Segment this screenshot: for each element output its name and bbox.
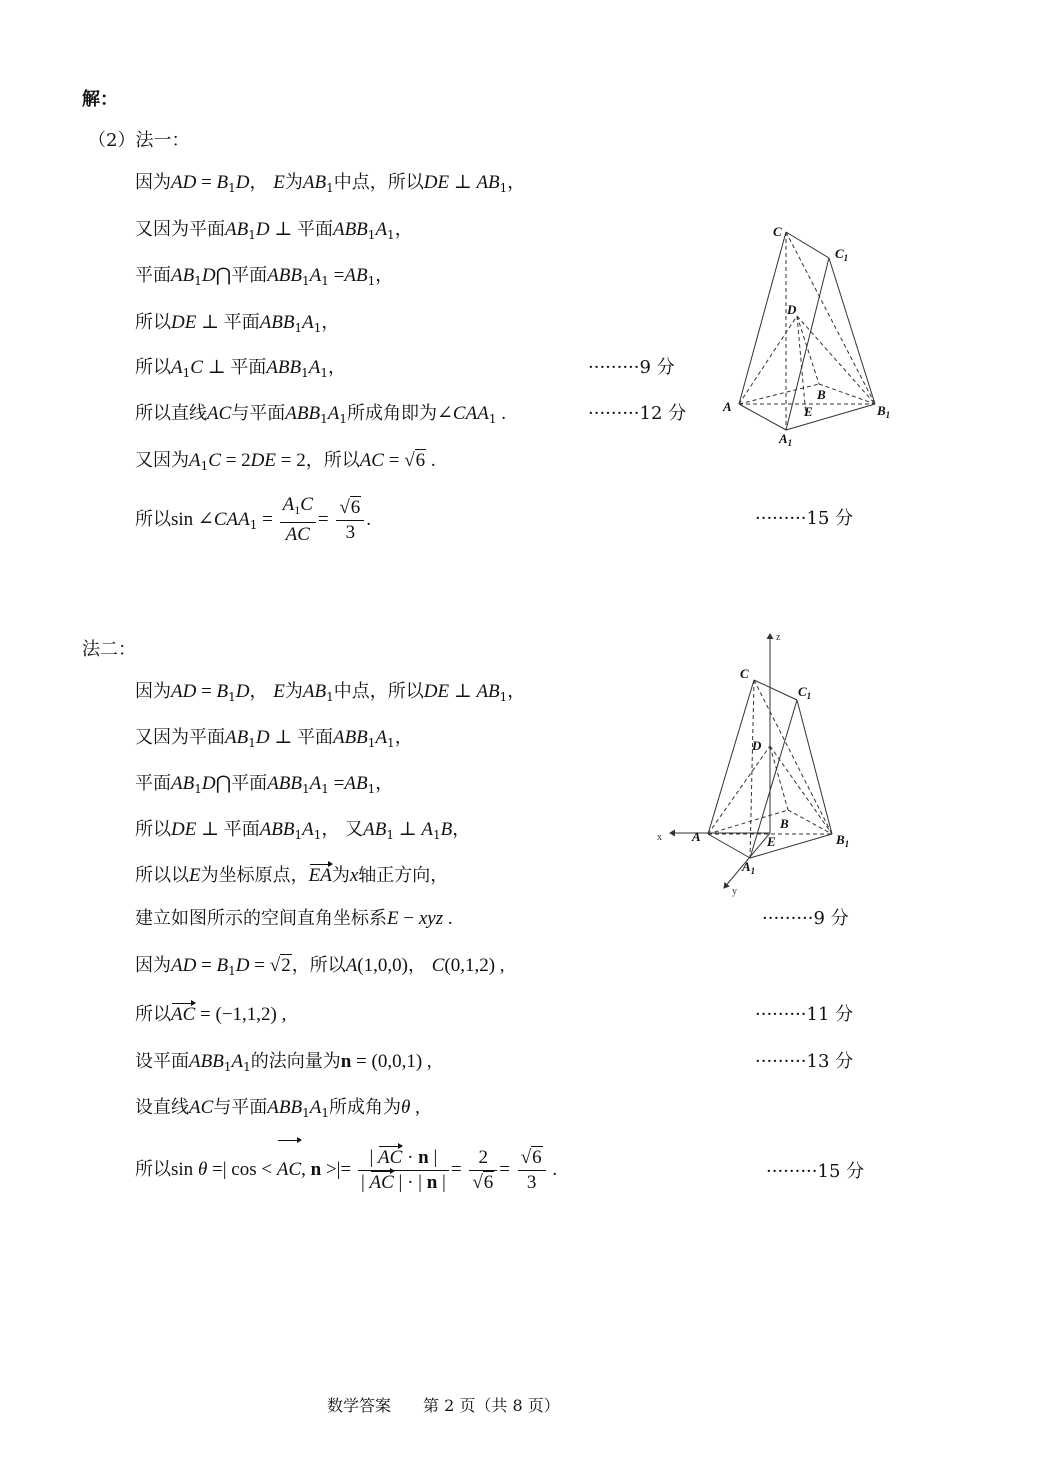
m2-line-2: 又因为平面$AB_1D$ ⊥ 平面$ABB_1A_1$， [135,727,413,750]
m2-line-7: 因为AD = $B_1D = √2$，所以A(1,0,0)， C(0,1,2) , [135,955,505,978]
fig2-label-A: A [692,829,701,844]
solution-heading: 解： [82,89,118,110]
label-B1: $B_1$ [877,403,891,420]
label-C1: $C_1$ [835,246,849,263]
m2-line-10: 设直线AC与平面$ABB_1A_1$所成角为θ , [135,1097,420,1120]
y-axis-label: y [732,886,737,897]
m1-line-3: 平面$AB_1D⋂$平面$ABB_1A_1 =AB_1$， [135,265,394,288]
m1-line-7: 又因为$A_1C = 2DE = 2$，所以AC = √6 . [135,450,436,473]
m2-line-11: 所以sin θ =| cos < AC, n >|= $\frac{| AC \cdot n |}{| AC | \cdot | n |}$ = $\frac{2}{√6}$ = $\frac{√6}{3}$ . [135,1140,557,1200]
label-D: D [787,302,797,317]
label-A1: $A_1$ [779,431,793,448]
method2-label: 法二： [82,639,136,660]
score-9: ·········9 分 [588,357,675,378]
label-C: C [773,224,782,239]
m2-line-3: 平面$AB_1D⋂$平面$ABB_1A_1 =AB_1$， [135,773,394,796]
fig2-label-E: E [767,834,776,849]
m2-line-4: 所以DE ⊥ 平面$ABB_1A_1$， 又$AB_1$ ⊥ $A_1B$， [135,819,471,842]
score-11: ·········11 分 [755,1004,854,1025]
score-12: ·········12 分 [588,403,687,424]
m1-line-4: 所以DE ⊥ 平面$ABB_1A_1$， [135,312,340,335]
figure-2-coordinate-prism [652,628,867,898]
score-15: ·········15 分 [755,508,854,529]
score-15b: ·········15 分 [766,1161,865,1182]
m2-line-8: 所以AC = (−1,1,2) , [135,1004,287,1025]
fig2-label-B1: $B_1$ [836,832,850,849]
m1-line-6: 所以直线AC与平面$ABB_1A_1$所成角即为$\angle CAA_1$ . [135,403,506,426]
fig2-label-C1: $C_1$ [798,684,812,701]
m1-line-8: 所以$\sin \angle CAA_1$ = $\frac{A_1C}{AC}$ = $\frac{√6}{3}$ . [135,494,372,545]
m2-line-9: 设平面$ABB_1A_1$的法向量为n = (0,0,1) , [135,1051,432,1074]
fig2-label-B: B [780,816,789,831]
score-13: ·········13 分 [755,1051,854,1072]
label-A: A [723,399,732,414]
m1-line-2: 又因为平面$AB_1D$ ⊥ 平面$ABB_1A_1$， [135,219,413,242]
m2-line-6: 建立如图所示的空间直角坐标系E − xyz . [135,908,453,929]
m1-line-1: 因为AD = $B_1D$， E为$AB_1$中点，所以DE ⊥ $AB_1$， [135,172,526,195]
part-label: （2）法一： [88,130,190,151]
m2-line-1: 因为AD = $B_1D$， E为$AB_1$中点，所以DE ⊥ $AB_1$， [135,681,526,704]
label-E: E [804,404,813,419]
page-footer: 数学答案 第 2 页（共 8 页） [327,1396,560,1415]
x-axis-label: x [657,832,662,843]
score-9b: ·········9 分 [762,908,849,929]
fig2-label-C: C [740,666,749,681]
m1-line-5: 所以$A_1C$ ⊥ 平面$ABB_1A_1$， [135,357,347,380]
fig2-label-D: D [752,738,762,753]
fig2-label-A1: $A_1$ [742,859,756,876]
z-axis-label: z [776,632,781,643]
label-B: B [817,387,826,402]
figure-1-prism [715,218,905,450]
m2-line-5: 所以以E为坐标原点，EA为x轴正方向， [135,865,449,886]
